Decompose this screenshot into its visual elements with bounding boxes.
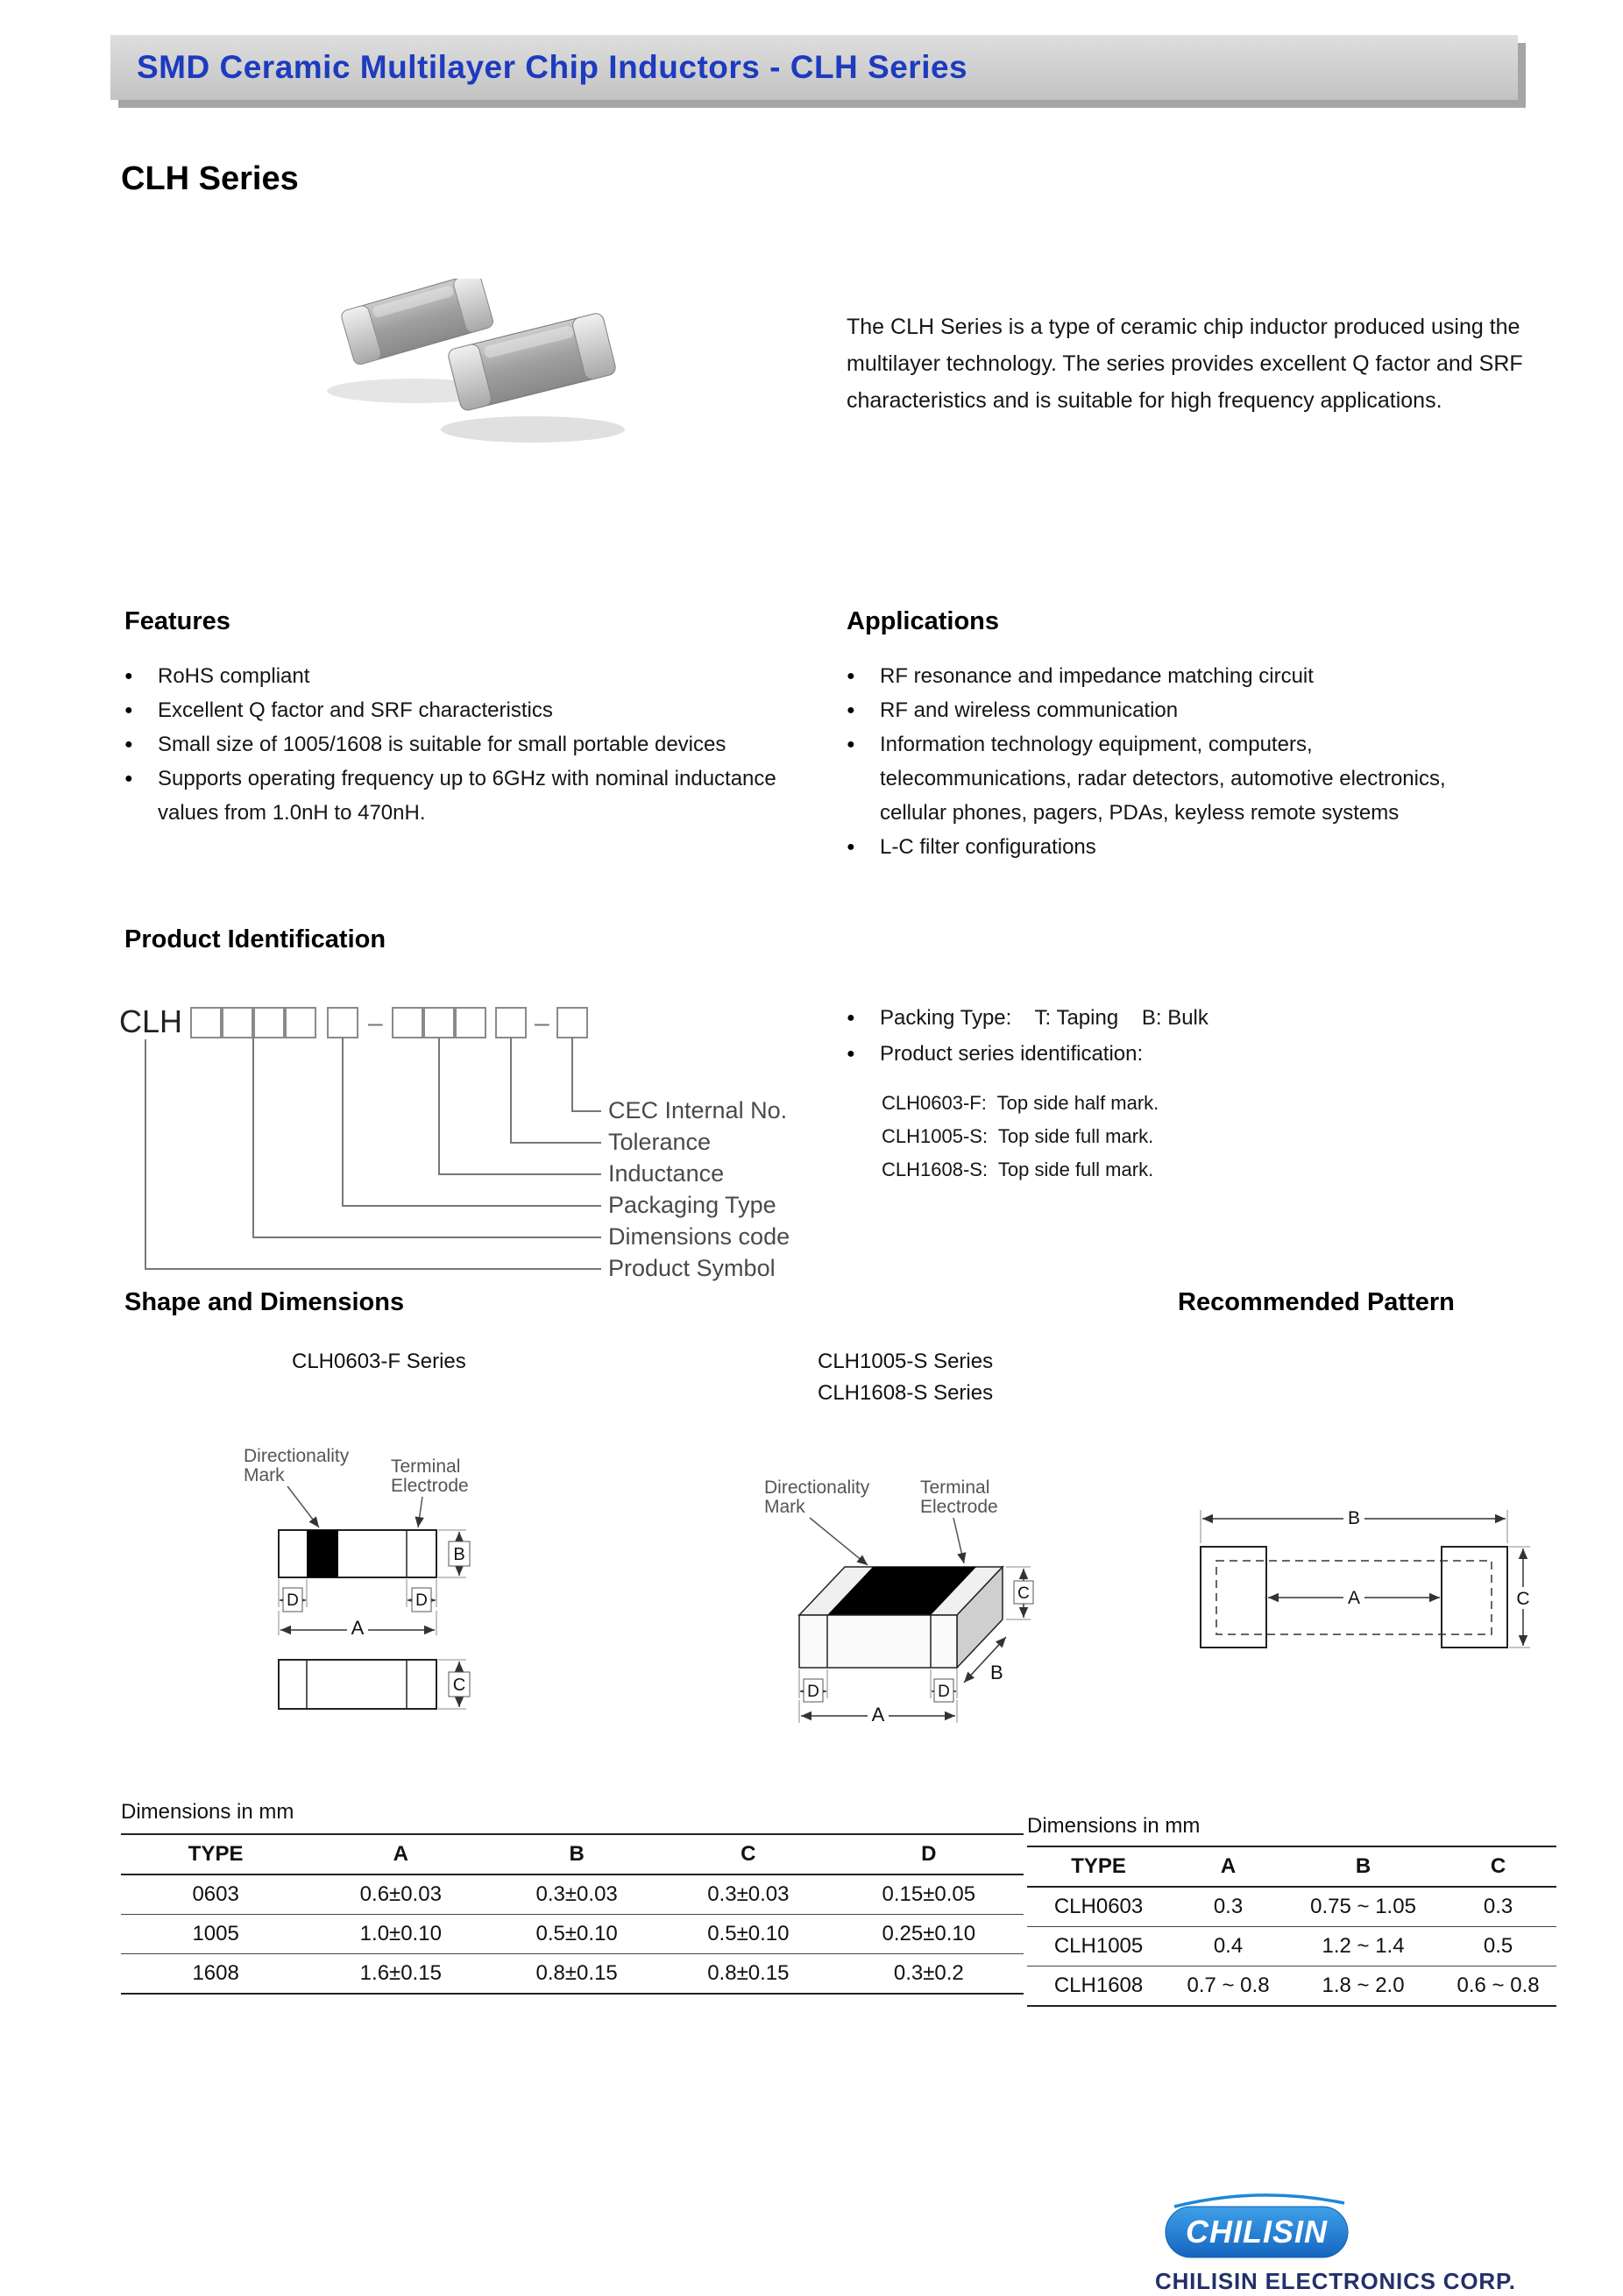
- company-name: CHILISIN ELECTRONICS CORP.: [1155, 2268, 1516, 2294]
- feature-text: Small size of 1005/1608 is suitable for small portable devices: [158, 733, 726, 756]
- feature-item: [124, 762, 826, 830]
- terminal-label: Terminal: [920, 1479, 990, 1498]
- column-header: A: [1220, 1854, 1237, 1878]
- column-header: B: [1355, 1854, 1371, 1878]
- code-label: Product Symbol: [608, 1255, 776, 1281]
- pad-right: [1442, 1547, 1507, 1648]
- code-boxes: [191, 1008, 587, 1038]
- dim-a-label: A: [871, 1704, 885, 1726]
- logo-swoosh: [1174, 2195, 1344, 2207]
- application-item: [847, 659, 1495, 693]
- feature-item: [124, 727, 826, 762]
- bullet-icon: ●: [847, 1046, 855, 1061]
- column-header: TYPE: [1071, 1854, 1126, 1878]
- cell: 0.8±0.15: [707, 1961, 790, 1985]
- application-text: Information technology equipment, computers, telecommunications, radar detectors, automotive electronics, cellular phones, pagers, PDAs, keyless remote systems: [880, 733, 1446, 825]
- diagram-1005: [764, 1479, 1053, 1733]
- cell: 1.6±0.15: [359, 1961, 442, 1985]
- directionality-label: Directionality: [244, 1446, 350, 1466]
- cell: 0.5: [1483, 1934, 1513, 1958]
- table-row: [1027, 1966, 1556, 2007]
- shape-dimensions-heading: Shape and Dimensions: [124, 1288, 405, 1316]
- cell: 0.3: [1213, 1895, 1244, 1918]
- table-row: [1027, 1927, 1556, 1966]
- series-label-0603: CLH0603-F Series: [292, 1350, 466, 1373]
- bullet-icon: ●: [847, 669, 855, 684]
- application-text: L-C filter configurations: [880, 835, 1096, 859]
- diagram-0603: [244, 1446, 507, 1735]
- electrode-label: Electrode: [920, 1497, 998, 1517]
- table-row: [121, 1915, 1024, 1954]
- dim-d-label: D: [938, 1683, 950, 1701]
- cell: 0.3±0.03: [707, 1882, 790, 1906]
- column-header: A: [393, 1842, 408, 1866]
- application-text: RF and wireless communication: [880, 698, 1179, 722]
- mark-label: Mark: [764, 1497, 805, 1517]
- table-row: [121, 1874, 1024, 1915]
- dimensions-table-right: [1027, 1846, 1556, 2007]
- series-id-item: CLH1005-S: Top side full mark.: [882, 1125, 1154, 1147]
- applications-list: [847, 659, 1495, 864]
- column-header: TYPE: [188, 1842, 244, 1866]
- cell: 1.2 ~ 1.4: [1322, 1934, 1405, 1958]
- recommended-pattern-diagram: [1174, 1494, 1534, 1704]
- applications-heading: Applications: [847, 607, 1000, 635]
- code-label: Tolerance: [608, 1129, 712, 1155]
- application-text: RF resonance and impedance matching circuit: [880, 664, 1314, 688]
- code-prefix: CLH: [119, 1003, 183, 1039]
- code-connectors: [145, 1038, 601, 1269]
- series-id-list: [847, 1087, 1548, 1187]
- product-photo: [314, 279, 638, 458]
- dimensions-caption-right: Dimensions in mm: [1027, 1814, 1201, 1838]
- cell: 0.6 ~ 0.8: [1456, 1974, 1540, 1997]
- logo-text: CHILISIN: [1185, 2214, 1329, 2250]
- series-id-item: CLH1608-S: Top side full mark.: [882, 1159, 1154, 1180]
- feature-text: RoHS compliant: [158, 664, 310, 688]
- dim-b-label: B: [990, 1662, 1003, 1683]
- table-row: [1027, 1887, 1556, 1927]
- directionality-label: Directionality: [764, 1479, 870, 1498]
- chilisin-logo-image: [1162, 2189, 1355, 2263]
- terminal-label: Terminal: [391, 1456, 461, 1477]
- dim-c-label: C: [1017, 1584, 1030, 1603]
- bullet-icon: ●: [124, 669, 133, 684]
- feature-text: Supports operating frequency up to 6GHz with nominal inductance values from 1.0nH to 470nH.: [158, 767, 776, 825]
- cell: 0603: [192, 1882, 239, 1906]
- cell: 1.8 ~ 2.0: [1322, 1974, 1405, 1997]
- cell: 1005: [192, 1922, 239, 1945]
- page-title: CLH Series: [121, 160, 299, 197]
- cell: 0.15±0.05: [882, 1882, 976, 1906]
- code-dash: –: [535, 1009, 549, 1038]
- chip-inductor-image: [314, 279, 638, 458]
- dimensions-table-left: [121, 1833, 1024, 1995]
- feature-item: [124, 693, 826, 727]
- series-label-1608: CLH1608-S Series: [818, 1381, 994, 1405]
- series-id-item: CLH0603-F: Top side half mark.: [882, 1092, 1159, 1114]
- dim-d-label: D: [807, 1683, 819, 1701]
- column-header: C: [741, 1842, 756, 1866]
- code-label: Dimensions code: [608, 1223, 790, 1250]
- bullet-icon: ●: [124, 771, 133, 786]
- dim-b-label: B: [453, 1545, 465, 1564]
- cell: 0.5±0.10: [535, 1922, 618, 1945]
- cell: 0.3±0.2: [893, 1961, 964, 1985]
- cell: 0.4: [1213, 1934, 1244, 1958]
- dim-d-label: D: [287, 1591, 299, 1610]
- table-header-row: [121, 1834, 1024, 1874]
- packing-info: [847, 1001, 1548, 1187]
- bullet-icon: ●: [847, 703, 855, 718]
- code-label: CEC Internal No.: [608, 1097, 788, 1123]
- cell: 0.75 ~ 1.05: [1310, 1895, 1416, 1918]
- bullet-icon: ●: [847, 1010, 855, 1025]
- electrode-label: Electrode: [391, 1476, 469, 1496]
- application-item: [847, 693, 1495, 727]
- cell: 0.5±0.10: [707, 1922, 790, 1945]
- packing-type-text: Packing Type: T: Taping B: Bulk: [880, 1006, 1208, 1030]
- table-row: [121, 1954, 1024, 1995]
- feature-item: [124, 659, 826, 693]
- cell: 0.25±0.10: [882, 1922, 976, 1945]
- code-label: Packaging Type: [608, 1192, 776, 1218]
- cell: CLH1005: [1053, 1934, 1144, 1958]
- dim-b-label: B: [1347, 1508, 1361, 1528]
- series-id-title: [847, 1037, 1548, 1071]
- table-header-row: [1027, 1846, 1556, 1887]
- cell: 0.6±0.03: [359, 1882, 442, 1906]
- cell: 0.3±0.03: [535, 1882, 618, 1906]
- application-item: [847, 727, 1495, 830]
- series-label-1005: CLH1005-S Series: [818, 1350, 994, 1373]
- column-header: D: [921, 1842, 937, 1866]
- cell: 0.8±0.15: [535, 1961, 618, 1985]
- recommended-pattern-heading: Recommended Pattern: [1178, 1288, 1455, 1316]
- dim-c-label: C: [452, 1676, 466, 1695]
- application-item: [847, 830, 1495, 864]
- bullet-icon: ●: [124, 737, 133, 752]
- chilisin-logo: [1162, 2189, 1355, 2263]
- cell: CLH1608: [1053, 1974, 1144, 1997]
- bullet-icon: ●: [124, 703, 133, 718]
- series-id-title-text: Product series identification:: [880, 1042, 1144, 1066]
- dim-a-label: A: [351, 1617, 365, 1639]
- dimensions-caption-left: Dimensions in mm: [121, 1800, 294, 1824]
- column-header: C: [1490, 1854, 1506, 1878]
- cell: CLH0603: [1053, 1895, 1144, 1918]
- cell: 0.3: [1483, 1895, 1513, 1918]
- code-dash: –: [368, 1009, 383, 1038]
- product-description: The CLH Series is a type of ceramic chip inductor produced using the multilayer technology. The series provides excellent Q factor and SRF characteristics and is suitable for high frequency applications.: [847, 315, 1523, 413]
- dim-d-label: D: [415, 1591, 428, 1610]
- cell: 0.7 ~ 0.8: [1187, 1974, 1270, 1997]
- features-list: [124, 659, 826, 830]
- product-code-diagram: [114, 989, 841, 1295]
- cell: 1.0±0.10: [359, 1922, 442, 1945]
- product-identification-heading: Product Identification: [124, 925, 386, 953]
- dim-a-label: A: [1347, 1588, 1361, 1608]
- mark-label: Mark: [244, 1465, 285, 1485]
- dim-c-label: C: [1516, 1589, 1530, 1609]
- header-title: SMD Ceramic Multilayer Chip Inductors - CLH Series: [137, 49, 968, 85]
- cell: 1608: [192, 1961, 239, 1985]
- packing-type-item: [847, 1001, 1548, 1035]
- feature-text: Excellent Q factor and SRF characteristics: [158, 698, 553, 722]
- features-heading: Features: [124, 607, 230, 635]
- column-header: B: [569, 1842, 585, 1866]
- bullet-icon: ●: [847, 840, 855, 854]
- pad-left: [1201, 1547, 1266, 1648]
- code-label: Inductance: [608, 1160, 725, 1187]
- bullet-icon: ●: [847, 737, 855, 752]
- header-bar: [110, 35, 1518, 100]
